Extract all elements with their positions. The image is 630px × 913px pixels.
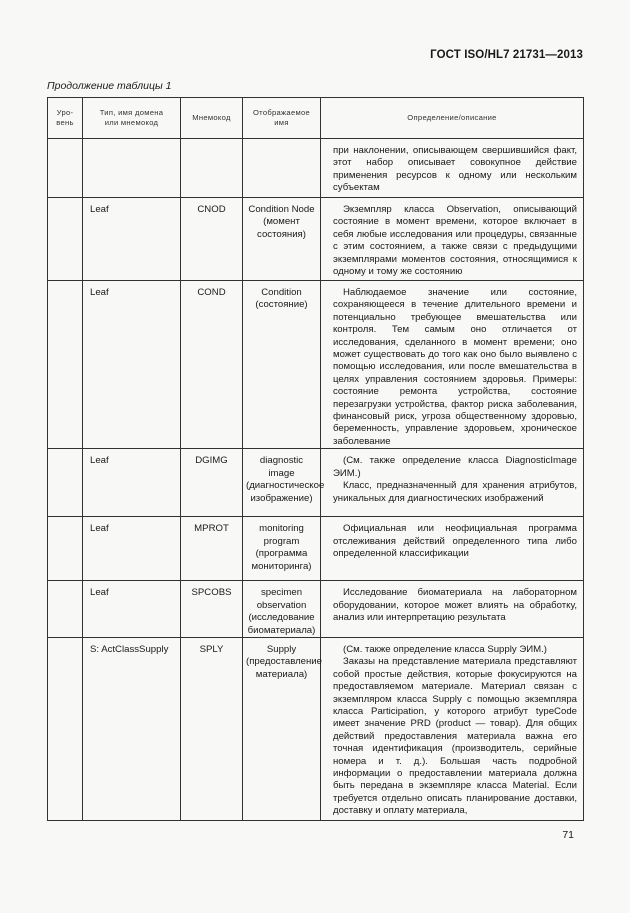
cell-definition xyxy=(321,517,584,581)
cell-level xyxy=(48,449,83,517)
cell-display-name: Condition Node (момент состояния) xyxy=(243,198,321,281)
table-row xyxy=(48,449,584,517)
cell-type: Leaf xyxy=(83,449,181,517)
cell-mnemonic xyxy=(181,139,243,198)
definition-paragraph: (См. также определение класса Supply ЭИМ.) xyxy=(343,643,547,655)
cell-mnemonic: SPLY xyxy=(181,637,243,820)
cell-type: Leaf xyxy=(83,198,181,281)
definition-paragraph: Наблюдаемое значение или состояние, сохраняющееся в течение длительного времени и потенциально требующее вмешательства или контроля. Тем самым оно отличается от исследования, сделанного в момент времени; оно может существовать до того как оно было выявлено с помощью исследования, или после вмешательства в целях управления состоянием здоровья. Примеры: состояние ремонта устройства, состояние перезагрузки устройства, фактор риска заболевания, финансовый риск, угроза общественному здоровью, беременность, управление здоровьем, хроническое заболевание xyxy=(333,287,577,447)
definition-paragraph: Заказы на представление материала представляют собой простые действия, которые фокусируются на предоставляемом материале. Материал связан с экземпляром класса Supply с помощью экземпляра класса Participation, у которого атрибут typeCode имеет значение PRD (product — товар). Для общих действий предоставления материала важна его точная идентификация (производитель, серийные номера и т. д.). Большая часть подробной информации о предоставлении материала должна быть передана в экземпляре класса Material. Если требуется отдельно описать планирование доставки, доставку и оплату материала, xyxy=(333,656,577,817)
cell-display-name: Condition (состояние) xyxy=(243,281,321,449)
table-row xyxy=(48,198,584,281)
table-row xyxy=(48,517,584,581)
cell-mnemonic: SPCOBS xyxy=(181,581,243,638)
table-header-row xyxy=(48,98,584,139)
col-header-display: Отображаемое имя xyxy=(243,98,321,139)
cell-definition xyxy=(321,198,584,281)
cell-display-name: Supply (предоставление материала) xyxy=(243,637,321,820)
cell-display-name: specimen observation (исследование биоматериала) xyxy=(243,581,321,638)
col-header-type: Тип, имя домена или мнемокод xyxy=(83,98,181,139)
cell-mnemonic: CNOD xyxy=(181,198,243,281)
definition-paragraph: Официальная или неофициальная программа отслеживания действий определенного типа либо определенной классификации xyxy=(333,523,577,560)
definition-paragraph: при наклонении, описывающем свершившийся факт, этот набор описывает совокупное действие применения ресурсов к одному или нескольким субъектам xyxy=(333,145,577,194)
cell-definition xyxy=(321,139,584,198)
cell-type: Leaf xyxy=(83,281,181,449)
col-header-definition: Определение/описание xyxy=(321,98,584,139)
cell-type: S: ActClassSupply xyxy=(83,637,181,820)
definition-paragraph: Экземпляр класса Observation, описывающий состояние в момент времени, которое включает в себя любые исследования или процедуры, связанные с этим состоянием, а также связи с предыдущими экземплярами моментов состояния, относящимися к одному и тому же состоянию xyxy=(333,204,577,278)
table-row xyxy=(48,281,584,449)
cell-type xyxy=(83,139,181,198)
cell-level xyxy=(48,198,83,281)
cell-mnemonic: MPROT xyxy=(181,517,243,581)
cell-mnemonic: COND xyxy=(181,281,243,449)
cell-definition xyxy=(321,637,584,820)
col-header-mnemonic: Мнемокод xyxy=(181,98,243,139)
definition-paragraph: Исследование биоматериала на лабораторном оборудовании, которое может влиять на обработку, анализ или интерпретацию результата xyxy=(333,587,577,624)
table-caption: Продолжение таблицы 1 xyxy=(47,80,172,92)
cell-level xyxy=(48,581,83,638)
cell-definition xyxy=(321,581,584,638)
cell-definition xyxy=(321,449,584,517)
definition-paragraph: Класс, предназначенный для хранения атрибутов, уникальных для диагностических изображений xyxy=(333,480,577,504)
cell-mnemonic: DGIMG xyxy=(181,449,243,517)
cell-type: Leaf xyxy=(83,581,181,638)
definitions-table xyxy=(47,97,584,821)
cell-level xyxy=(48,139,83,198)
definition-paragraph: (См. также определение класса DiagnosticImage ЭИМ.) xyxy=(333,455,577,479)
page-number: 71 xyxy=(562,829,574,841)
cell-type: Leaf xyxy=(83,517,181,581)
cell-display-name xyxy=(243,139,321,198)
table-row xyxy=(48,637,584,820)
standard-header: ГОСТ ISO/HL7 21731—2013 xyxy=(430,49,583,61)
cell-display-name: monitoring program (программа мониторинга) xyxy=(243,517,321,581)
cell-level xyxy=(48,517,83,581)
table-row xyxy=(48,139,584,198)
cell-level xyxy=(48,281,83,449)
cell-level xyxy=(48,637,83,820)
cell-display-name: diagnostic image (диагностическое изображение) xyxy=(243,449,321,517)
table-row xyxy=(48,581,584,638)
col-header-level: Уро- вень xyxy=(48,98,83,139)
cell-definition xyxy=(321,281,584,449)
